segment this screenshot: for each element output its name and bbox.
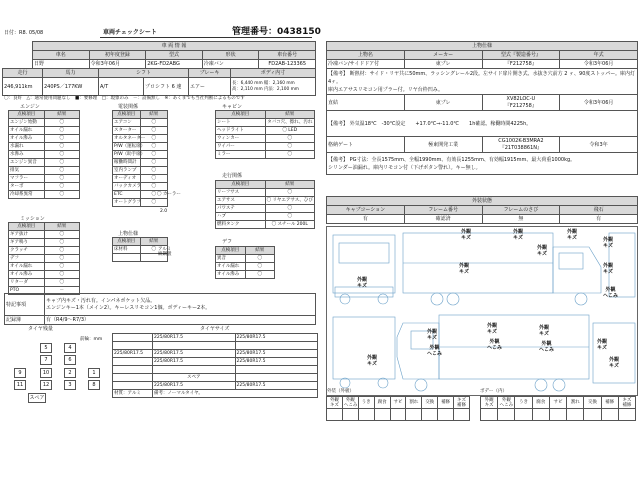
- floor-note: アルミ 縞鋼板: [158, 247, 172, 257]
- mission-title: ミッション: [20, 216, 45, 222]
- table-row: ギア抜け 〇: [9, 231, 80, 239]
- table-row: エンジン始動 〇: [9, 119, 80, 127]
- tire-4: 4: [64, 343, 76, 353]
- tire-11: 11: [14, 380, 26, 390]
- table-row: オイル滲み 〇: [216, 271, 275, 279]
- table-row: エンジン異音 〇: [9, 159, 80, 167]
- table-row: 水漏れ 〇: [9, 143, 80, 151]
- damage-tag: 外観 キズ: [603, 237, 614, 249]
- table-row: P/W（運転席） 〇: [113, 143, 168, 151]
- table-row: バックカメラ 〇: [113, 183, 168, 191]
- table-row: オートグラフ 〇: [113, 199, 168, 207]
- table-row: 燃料タンク 〇 スチール 200L: [216, 221, 315, 229]
- table-row: オイル滲み 〇: [9, 271, 80, 279]
- table-row: ウィンカー 〇: [216, 135, 315, 143]
- table-row: オイル滲み 〇: [9, 135, 80, 143]
- table-row: オイル漏れ 〇: [9, 127, 80, 135]
- legend-cell: 腐食: [374, 397, 390, 409]
- table-row: ハブ 〇: [216, 213, 315, 221]
- legend-cell: うき: [358, 397, 374, 409]
- front-note: 前輪：mm: [80, 337, 103, 342]
- tire-10: 10: [40, 368, 52, 378]
- mission-table: [8, 222, 80, 295]
- table-row: リーフサス 〇: [216, 189, 315, 197]
- table-row: オーディオ 〇: [113, 175, 168, 183]
- damage-tag: 外観 キズ: [427, 329, 438, 341]
- damage-tag: 外観 キズ: [537, 245, 548, 257]
- table-row: ヘッドライト 〇 LED: [216, 127, 315, 135]
- table-row: オイル漏れ 〇: [9, 263, 80, 271]
- tire-size-table: 225/80R17.5 225/80R17.5 225/80R17.5 225/80R17.5 225/80R17.5 225/80R17.5 225/80R17.5 スペア 225/80R17.5 225/80R17.5 材質：アルミ 備考：ノーマルタイヤ。: [112, 333, 318, 398]
- legend-cell: 外観 へこみ: [499, 397, 514, 408]
- table-row: 冷却系異常 〇: [9, 191, 80, 199]
- table-row: ターボ 〇: [9, 183, 80, 191]
- legend-cell: 腐食: [532, 397, 549, 409]
- legend-right: [480, 396, 636, 421]
- col-header: 結果: [44, 223, 80, 231]
- truck-outline-svg: [327, 227, 639, 397]
- damage-tag: 外観 キズ: [357, 277, 368, 289]
- damage-tag: 外観 キズ: [597, 339, 608, 351]
- table-row: 水滲み 〇: [9, 151, 80, 159]
- legend-left: [326, 396, 470, 421]
- damage-tag: 外観 キズ: [513, 229, 524, 241]
- col-header: 点検項目: [113, 238, 141, 246]
- table-row: ミラー 〇: [216, 151, 315, 159]
- damage-tag: 外観 キズ: [603, 263, 614, 275]
- tire-2: 2: [64, 368, 76, 378]
- damage-tag: 外観 へこみ: [603, 287, 619, 299]
- legend-cell: 補修: [601, 397, 618, 409]
- tire-spare: スペア: [29, 395, 45, 401]
- table-row: 床材料 〇: [113, 246, 168, 254]
- tire-size-title: タイヤサイズ: [200, 326, 230, 332]
- date: 日付：R8. 05/08: [4, 30, 44, 36]
- tire-9: 9: [14, 368, 26, 378]
- tire-1: 1: [88, 368, 100, 378]
- cabin-title: キャビン: [222, 104, 243, 110]
- legend-cell: 外観 キズ: [327, 397, 343, 409]
- equipment-title: 電装関係: [118, 104, 139, 110]
- table-row: 稼働時間計 〇: [113, 159, 168, 167]
- tire-6: 6: [64, 355, 76, 365]
- legend-cell: 外観 へこみ: [343, 397, 358, 408]
- chassis-table: [215, 180, 315, 229]
- tire-3: 3: [64, 380, 76, 390]
- table-row: シート タバコ穴、擦れ、汚れ: [216, 119, 315, 127]
- legend-cell: 交換: [584, 397, 601, 409]
- vehicle-table-2: 走行 馬力 シフト ブレーキ ボディ内寸 246,911km 240PS／177KW A/T プロシフト 6 速 エアー 長：6,440 mm 幅：2,160 mm 高：2,110 mm 内法：2,100 mm: [2, 68, 316, 96]
- legend-line: 〇：良好 △：通常使用問題なし ■：要修理 □：現象のみ －：設備無し ※：あくまでも当社判断によるものです: [4, 96, 245, 101]
- col-header: 結果: [265, 181, 315, 189]
- tire-5: 5: [40, 343, 52, 353]
- upper-table: 上物仕様 上物名 メーカー 型式『製造番号』 年式 冷凍バン/サイドドア付 東プレ 『F212758』 令和3年06月 【備考】 断熱材：サイド・リヤ共に50mm、ラッシングレール2段。左サイド扉片開き式、水抜き穴前方 2 ヶ、90度ストッパー。庫内灯4ヶ。 庫内エアサスリモコン用プラー付。リヤ台枠凹み。 直結 東プレ XV82LOC-U 『F212758』 令和3年06月 【備考】 外気温18℃ -30℃設定 +17.0℃⇒-11.0℃ 1h確認。稼働時間4225h。 格納ゲート 極東開発工業 CG1002K-B3MRA2 『21T038861N』 令和3年 【備考】 PG寸法：全長1575mm、全幅1990mm、有効長1255mm、有効幅1915mm、最大荷重1000kg。 シリンダー油漏れ。庫内リモコン付（下げボタン警れ）。キー無し。: [326, 41, 638, 175]
- damage-tag: 外観 キズ: [539, 325, 550, 337]
- col-header: 結果: [140, 111, 168, 119]
- table-row: ギア鳴り 〇: [9, 239, 80, 247]
- remarks-table: 特記事項 キャブ内キズ・汚れ有。インパネポケット欠品。 エンジンキー1本（メイン2）。キーレスリモコン1個。ボディーキー2本。 記録簿 有（R4/9～R7/3）: [4, 293, 316, 325]
- table-row: ETC 〇: [113, 191, 168, 199]
- tire-7: 7: [40, 355, 52, 365]
- col-header: 点検項目: [216, 111, 266, 119]
- table-row: デフ 〇: [9, 255, 80, 263]
- col-header: 結果: [245, 247, 275, 255]
- legend-left-title: 外装（外板）: [327, 389, 354, 394]
- legend-cell: 交換: [422, 397, 438, 409]
- truck-diagram: [326, 226, 638, 396]
- legend-cell: キズ 補修: [618, 397, 635, 409]
- engine-table: [8, 110, 80, 199]
- col-header: 点検項目: [9, 223, 45, 231]
- table-row: ワイパー 〇: [216, 143, 315, 151]
- engine-title: エンジン: [20, 104, 40, 110]
- mgmt-no: 0438150: [277, 27, 321, 37]
- legend-cell: うき: [515, 397, 532, 409]
- legend-cell: 割れ: [567, 397, 584, 409]
- table-row: P/W（助手席） 〇: [113, 151, 168, 159]
- vehicle-table: 車 両 情 報 車名 初年度登録 型式 形状 車台番号 日野 令和3年06月 2KG-FD2ABG 冷凍バン FD2AB-123365: [32, 41, 316, 69]
- tire-12: 12: [40, 380, 52, 390]
- legend-cell: 割れ: [406, 397, 422, 409]
- legend-right-title: ボデー（内）: [480, 389, 507, 394]
- table-row: エアコン 〇: [113, 119, 168, 127]
- mgmt-label: 管理番号：0438150: [232, 27, 321, 37]
- damage-tag: 外観 キズ: [461, 229, 472, 241]
- cabin-table: [215, 110, 315, 159]
- exterior-table: 外装状態 キャブコーション フレーム番号 フレームのさび 飛石 有 確認済 無 有: [326, 196, 638, 224]
- table-row: クラッチ 〇: [9, 247, 80, 255]
- legend-cell: キズ 補修: [454, 397, 470, 409]
- tire-remain-title: タイヤ残量: [28, 326, 53, 332]
- damage-tag: 外観 へこみ: [427, 345, 443, 357]
- col-header: 結果: [140, 238, 168, 246]
- table-row: 排気 〇: [9, 167, 80, 175]
- col-header: 点検項目: [216, 247, 246, 255]
- legend-cell: 外観 キズ: [481, 397, 498, 409]
- damage-tag: 外観 キズ: [487, 323, 498, 335]
- table-row: エアサス 〇 リヤエアサス、ひび: [217, 198, 313, 203]
- table-row: リターダ 〇: [9, 279, 80, 287]
- col-header: 結果: [44, 111, 80, 119]
- legend-cell: サビ: [549, 397, 566, 409]
- damage-tag: 外観 へこみ: [487, 339, 503, 351]
- table-row: マフラー 〇: [9, 175, 80, 183]
- table-row: 室内ランプ 〇: [113, 167, 168, 175]
- damage-tag: 外観 キズ: [609, 357, 620, 369]
- damage-tag: 外観 キズ: [367, 355, 378, 367]
- loader-title: 上物仕様: [118, 231, 139, 237]
- col-header: 点検項目: [9, 111, 45, 119]
- diff-title: デフ: [222, 239, 233, 245]
- damage-tag: 外観 キズ: [567, 229, 578, 241]
- table-row: PTO －: [9, 287, 80, 295]
- chassis-title: 走行関係: [222, 173, 243, 179]
- table-row: パワステ 〇: [216, 205, 315, 213]
- col-header: 結果: [265, 111, 315, 119]
- etc-val: 2.0: [160, 209, 168, 214]
- col-header: 点検項目: [113, 111, 141, 119]
- col-header: 点検項目: [216, 181, 266, 189]
- radio-val: 〇 カーラー: [157, 192, 181, 197]
- damage-tag: 外観 キズ: [459, 263, 470, 275]
- damage-tag: 外観 へこみ: [539, 341, 555, 353]
- legend-cell: サビ: [390, 397, 406, 409]
- legend-cell: 補修: [438, 397, 454, 409]
- table-row: オイル漏れ 〇: [216, 263, 275, 271]
- diff-table: [215, 246, 275, 279]
- table-row: オルタネーター 〇: [113, 135, 168, 143]
- table-row: スターター 〇: [113, 127, 168, 135]
- doc-title: 車両チェックシート: [103, 29, 157, 36]
- tire-8: 8: [88, 380, 100, 390]
- table-row: 異音 〇: [216, 255, 275, 263]
